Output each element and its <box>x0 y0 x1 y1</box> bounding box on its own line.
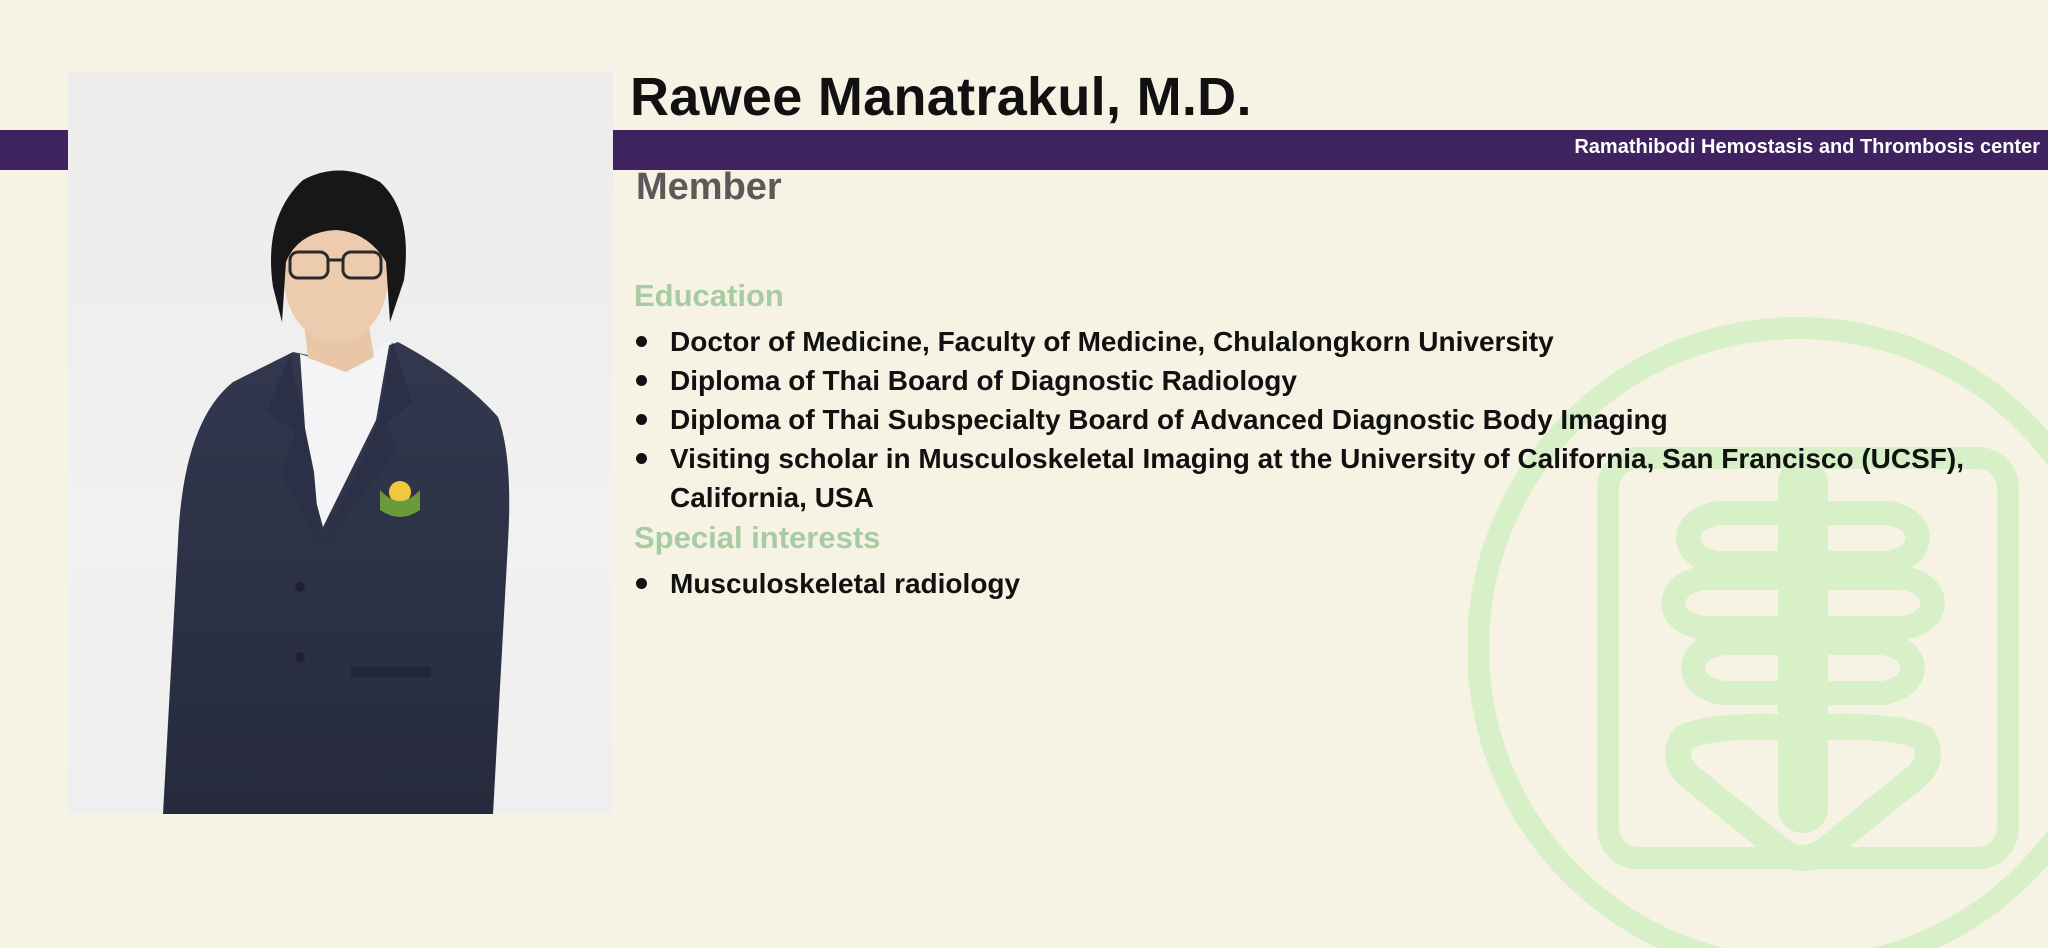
education-item-text: Visiting scholar in Musculoskeletal Imaging at the University of California, San Francisco (UCSF), California, USA <box>670 443 1964 513</box>
list-item <box>634 439 1994 517</box>
list-item <box>634 400 1994 439</box>
education-heading: Education <box>634 278 784 313</box>
bullet-icon <box>636 375 647 386</box>
education-item-text: Doctor of Medicine, Faculty of Medicine, Chulalongkorn University <box>670 326 1554 357</box>
special-interest-item-text: Musculoskeletal radiology <box>670 568 1021 599</box>
education-item-text: Diploma of Thai Board of Diagnostic Radiology <box>670 365 1297 396</box>
education-list <box>634 322 1994 517</box>
doctor-name: Rawee Manatrakul, M.D. <box>630 67 1252 127</box>
bullet-icon <box>636 453 647 464</box>
organization-label: Ramathibodi Hemostasis and Thrombosis center <box>1574 136 2040 158</box>
bullet-icon <box>636 414 647 425</box>
member-role-label: Member <box>636 166 782 208</box>
list-item <box>634 564 1994 603</box>
list-item <box>634 322 1994 361</box>
list-item <box>634 361 1994 400</box>
bullet-icon <box>636 336 647 347</box>
special-interests-list <box>634 564 1994 603</box>
bullet-icon <box>636 578 647 589</box>
education-item-text: Diploma of Thai Subspecialty Board of Advanced Diagnostic Body Imaging <box>670 404 1668 435</box>
portrait-photo <box>68 72 613 814</box>
special-interests-heading: Special interests <box>634 520 881 555</box>
